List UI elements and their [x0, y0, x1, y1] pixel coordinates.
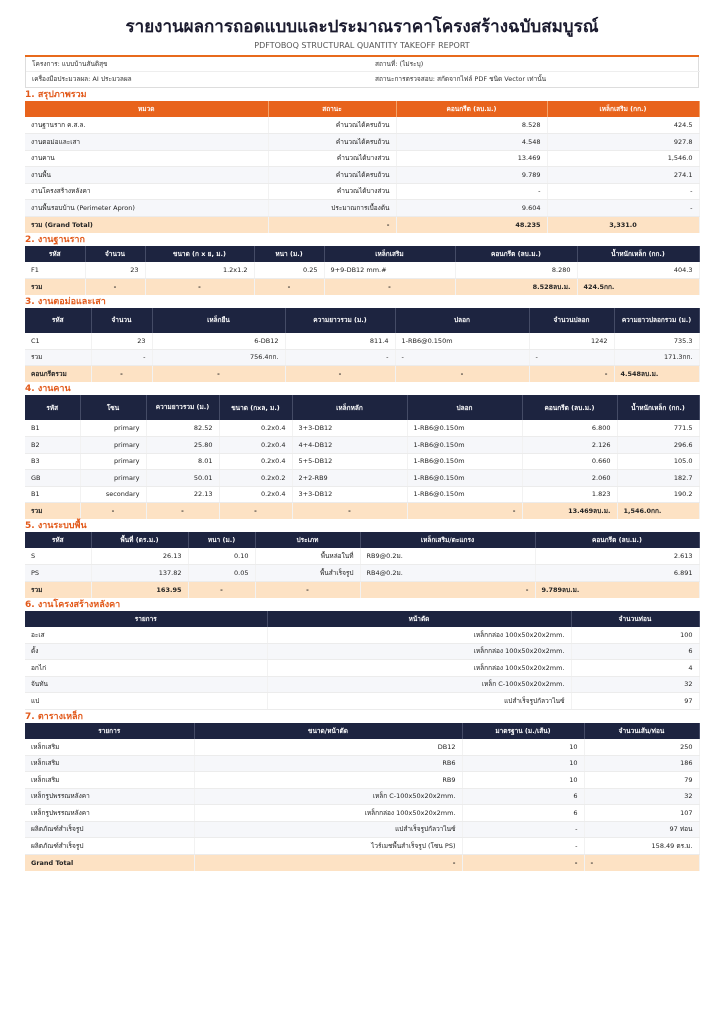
table-cell: พื้นหล่อในที่ — [255, 548, 360, 565]
table-cell: 3+3-DB12 — [292, 420, 407, 437]
table-row — [25, 200, 699, 217]
table-cell: 0.660 — [522, 453, 617, 470]
table-cell: 10 — [462, 755, 584, 772]
table-cell: งานโครงสร้างหลังคา — [25, 183, 268, 200]
col-header: รายการ — [25, 611, 267, 627]
table-row — [25, 420, 699, 437]
table-cell: 6.891 — [535, 565, 699, 582]
table-row — [25, 453, 699, 470]
table-cell: 2.126 — [522, 437, 617, 454]
table-row — [25, 183, 699, 200]
col-header: ความยาวรวม (ม.) — [285, 308, 395, 333]
table-cell: 97 — [571, 693, 699, 710]
table-cell: 927.8 — [547, 134, 699, 151]
table-cell: คำนวณได้ครบถ้วน — [268, 167, 396, 184]
column-table — [25, 308, 700, 383]
table-cell: เหล็กกล่อง 100x50x20x2mm. — [267, 627, 571, 644]
col-header: รายการ — [25, 723, 194, 739]
table-cell: 274.1 — [547, 167, 699, 184]
col-header: จำนวนท่อน — [571, 611, 699, 627]
table-cell: 48.235 — [396, 216, 547, 233]
table-cell: DB12 — [194, 739, 462, 756]
table-cell: - — [285, 366, 395, 383]
table-cell: 3+3-DB12 — [292, 486, 407, 503]
total-row — [25, 366, 699, 383]
table-cell: - — [360, 581, 535, 598]
table-cell: 735.3 — [614, 333, 699, 350]
table-cell: 1.823 — [522, 486, 617, 503]
col-header: ความยาวรวม (ม.) — [146, 395, 219, 420]
table-cell: รวม (Grand Total) — [25, 216, 268, 233]
col-header: จำนวน — [85, 246, 145, 262]
table-cell: - — [547, 200, 699, 217]
table-cell: 4.548ลบ.ม. — [614, 366, 699, 383]
col-header: หมวด — [25, 101, 268, 117]
table-row — [25, 772, 699, 789]
table-cell: คำนวณได้บางส่วน — [268, 183, 396, 200]
table-cell: 25.80 — [146, 437, 219, 454]
table-cell: - — [395, 349, 529, 366]
table-cell: คำนวณได้บางส่วน — [268, 150, 396, 167]
report-title: รายงานผลการถอดแบบและประมาณราคาโครงสร้างฉบับสมบูรณ์ — [125, 17, 599, 37]
table-row — [25, 134, 699, 151]
project-info — [25, 57, 699, 88]
table-cell: คอนกรีตรวม — [25, 366, 91, 383]
table-row — [25, 333, 699, 350]
section-roof-title: 6. งานโครงสร้างหลังคา — [25, 599, 121, 610]
table-cell: 0.10 — [188, 548, 255, 565]
table-cell: - — [529, 349, 614, 366]
col-header: รหัส — [25, 246, 85, 262]
table-cell: - — [292, 503, 407, 520]
table-cell: 6.800 — [522, 420, 617, 437]
table-cell: รวม — [25, 278, 85, 295]
table-cell: จันทัน — [25, 676, 267, 693]
table-cell: 105.0 — [617, 453, 699, 470]
table-cell: เหล็กเสริม — [25, 772, 194, 789]
section-summary-title: 1. สรุปภาพรวม — [25, 90, 87, 100]
table-cell: - — [254, 278, 324, 295]
table-cell: primary — [80, 453, 146, 470]
table-cell: - — [285, 349, 395, 366]
processing-tool: เครื่องมือประมวลผล: AI ประมวลผล — [32, 75, 132, 83]
table-cell: - — [219, 503, 292, 520]
table-cell: 6 — [462, 805, 584, 822]
col-header: จำนวนเส้น/ท่อน — [584, 723, 699, 739]
col-header: รหัส — [25, 308, 91, 333]
table-cell: 4.548 — [396, 134, 547, 151]
section-column-title: 3. งานตอม่อและเสา — [25, 296, 106, 307]
table-cell: 9.789ลบ.ม. — [535, 581, 699, 598]
table-cell: 0.05 — [188, 565, 255, 582]
roof-table — [25, 611, 700, 710]
table-cell: primary — [80, 470, 146, 487]
section-beam-title: 4. งานคาน — [25, 384, 71, 394]
report-subtitle: PDFTOBOQ STRUCTURAL QUANTITY TAKEOFF REPORT — [254, 41, 470, 50]
table-cell: 1,546.0กก. — [617, 503, 699, 520]
table-cell: primary — [80, 437, 146, 454]
table-cell: GB — [25, 470, 80, 487]
beam-table — [25, 395, 700, 519]
table-cell: 0.2x0.4 — [219, 486, 292, 503]
table-cell: 0.2x0.4 — [219, 453, 292, 470]
table-cell: 771.5 — [617, 420, 699, 437]
table-cell: 2.613 — [535, 548, 699, 565]
col-header: ปลอก — [395, 308, 529, 333]
table-cell: 8.280 — [455, 262, 577, 279]
table-cell: เหล็กกล่อง 100x50x20x2mm. — [267, 643, 571, 660]
table-cell: 163.95 — [91, 581, 188, 598]
table-cell: งานคาน — [25, 150, 268, 167]
steel-table — [25, 723, 700, 871]
table-cell: 1-RB6@0.150m — [407, 486, 522, 503]
table-cell: 424.5กก. — [577, 278, 699, 295]
table-cell: รวม — [25, 503, 80, 520]
col-header: ขนาด (ก x ย, ม.) — [145, 246, 254, 262]
col-header: โซน — [80, 395, 146, 420]
table-row — [25, 470, 699, 487]
table-row — [25, 838, 699, 855]
table-row — [25, 643, 699, 660]
slab-table — [25, 532, 700, 598]
table-cell: - — [462, 854, 584, 871]
table-cell: เหล็กรูปพรรณหลังคา — [25, 788, 194, 805]
table-row — [25, 788, 699, 805]
report-page — [25, 0, 699, 871]
table-cell: รวม — [25, 581, 91, 598]
col-header: พื้นที่ (ตร.ม.) — [91, 532, 188, 548]
table-cell: 296.6 — [617, 437, 699, 454]
table-cell: 8.01 — [146, 453, 219, 470]
table-cell: เหล็กเสริม — [25, 755, 194, 772]
table-cell: Grand Total — [25, 854, 194, 871]
table-cell: F1 — [25, 262, 85, 279]
table-row — [25, 660, 699, 677]
col-header: จำนวนปลอก — [529, 308, 614, 333]
col-header: มาตรฐาน (ม./เส้น) — [462, 723, 584, 739]
summary-table — [25, 101, 700, 233]
table-cell: - — [145, 278, 254, 295]
table-row — [25, 437, 699, 454]
table-cell: พื้นสำเร็จรูป — [255, 565, 360, 582]
table-cell: ผลิตภัณฑ์สำเร็จรูป — [25, 838, 194, 855]
table-cell: 32 — [584, 788, 699, 805]
col-header: จำนวน — [91, 308, 152, 333]
table-cell: RB9 — [194, 772, 462, 789]
table-row — [25, 805, 699, 822]
col-header: น้ำหนักเหล็ก (กก.) — [577, 246, 699, 262]
table-cell: 404.3 — [577, 262, 699, 279]
project-name: โครงการ: แบบบ้านสันติสุข — [26, 57, 369, 72]
table-cell: งานพื้นรอบบ้าน (Perimeter Apron) — [25, 200, 268, 217]
table-cell: - — [462, 821, 584, 838]
table-cell: 9.789 — [396, 167, 547, 184]
table-cell: 9+9-DB12 mm.# — [324, 262, 455, 279]
table-cell: 107 — [584, 805, 699, 822]
table-cell: 8.528 — [396, 117, 547, 134]
table-cell: เหล็ก C-100x50x20x2mm. — [267, 676, 571, 693]
table-cell: 13.469ลบ.ม. — [522, 503, 617, 520]
table-cell: 250 — [584, 739, 699, 756]
table-cell: 137.82 — [91, 565, 188, 582]
table-cell: แป — [25, 693, 267, 710]
table-cell: - — [80, 503, 146, 520]
table-cell: 182.7 — [617, 470, 699, 487]
col-header: สถานะ — [268, 101, 396, 117]
section-slab-title: 5. งานระบบพื้น — [25, 521, 87, 531]
table-cell: งานฐานราก ค.ส.ล. — [25, 117, 268, 134]
table-cell: primary — [80, 420, 146, 437]
table-cell: 4 — [571, 660, 699, 677]
table-cell: - — [255, 581, 360, 598]
table-cell: 3,331.0 — [547, 216, 699, 233]
col-header: คอนกรีต (ลบ.ม.) — [522, 395, 617, 420]
table-cell: 100 — [571, 627, 699, 644]
col-header: คอนกรีต (ลบ.ม.) — [455, 246, 577, 262]
table-row — [25, 755, 699, 772]
table-cell: 26.13 — [91, 548, 188, 565]
table-cell: 13.469 — [396, 150, 547, 167]
table-cell: 23 — [85, 262, 145, 279]
verification-status: สถานะการตรวจสอบ: สกัดจากไฟล์ PDF ชนิด Vector เท่านั้น — [375, 75, 547, 83]
table-cell: B3 — [25, 453, 80, 470]
table-cell: 2+2-RB9 — [292, 470, 407, 487]
table-cell: 8.528ลบ.ม. — [455, 278, 577, 295]
table-cell: คำนวณได้ครบถ้วน — [268, 134, 396, 151]
table-cell: 6-DB12 — [152, 333, 285, 350]
col-header: ขนาด/หน้าตัด — [194, 723, 462, 739]
col-header: เหล็กเสริม — [324, 246, 455, 262]
table-cell: เหล็กรูปพรรณหลังคา — [25, 805, 194, 822]
table-cell: - — [146, 503, 219, 520]
table-cell: เหล็กเสริม — [25, 739, 194, 756]
table-cell: - — [91, 366, 152, 383]
col-header: หนา (ม.) — [188, 532, 255, 548]
table-cell: - — [91, 349, 152, 366]
table-row — [25, 150, 699, 167]
col-header: คอนกรีต (ลบ.ม.) — [535, 532, 699, 548]
total-row — [25, 503, 699, 520]
col-header: ประเภท — [255, 532, 360, 548]
table-cell: คำนวณได้ครบถ้วน — [268, 117, 396, 134]
table-cell: อกไก่ — [25, 660, 267, 677]
col-header: เหล็กเสริม/ตะแกรง — [360, 532, 535, 548]
table-row — [25, 627, 699, 644]
table-cell: 1-RB6@0.150m — [407, 470, 522, 487]
table-cell: 0.2x0.4 — [219, 437, 292, 454]
table-cell: 22.13 — [146, 486, 219, 503]
table-cell: RB6 — [194, 755, 462, 772]
table-cell: 10 — [462, 772, 584, 789]
table-cell: 9.604 — [396, 200, 547, 217]
table-cell: เหล็ก C-100x50x20x2mm. — [194, 788, 462, 805]
table-cell: RB9@0.2ม. — [360, 548, 535, 565]
table-cell: - — [462, 838, 584, 855]
table-cell: แปสำเร็จรูปกัลวาไนซ์ — [267, 693, 571, 710]
table-row — [25, 565, 699, 582]
table-cell: งานตอม่อและเสา — [25, 134, 268, 151]
table-cell: รวม — [25, 349, 91, 366]
table-cell: 811.4 — [285, 333, 395, 350]
table-cell: secondary — [80, 486, 146, 503]
col-header: ความยาวปลอกรวม (ม.) — [614, 308, 699, 333]
table-cell: PS — [25, 565, 91, 582]
total-row — [25, 854, 699, 871]
table-cell: ผลิตภัณฑ์สำเร็จรูป — [25, 821, 194, 838]
table-cell: - — [407, 503, 522, 520]
table-cell: 1-RB6@0.150m — [407, 437, 522, 454]
col-header: หนา (ม.) — [254, 246, 324, 262]
table-cell: - — [268, 216, 396, 233]
table-cell: 50.01 — [146, 470, 219, 487]
table-cell: 82.52 — [146, 420, 219, 437]
table-cell: B2 — [25, 437, 80, 454]
table-row — [25, 486, 699, 503]
col-header: รหัส — [25, 532, 91, 548]
table-cell: 2.060 — [522, 470, 617, 487]
table-cell: B1 — [25, 420, 80, 437]
col-header: เหล็กเสริม (กก.) — [547, 101, 699, 117]
col-header: หน้าตัด — [267, 611, 571, 627]
table-cell: - — [547, 183, 699, 200]
table-cell: 1242 — [529, 333, 614, 350]
table-cell: งานพื้น — [25, 167, 268, 184]
table-cell: 5+5-DB12 — [292, 453, 407, 470]
table-cell: ประมาณการเบื้องต้น — [268, 200, 396, 217]
table-cell: 32 — [571, 676, 699, 693]
table-cell: 23 — [91, 333, 152, 350]
table-cell: 756.4กก. — [152, 349, 285, 366]
table-row — [25, 167, 699, 184]
table-cell: - — [324, 278, 455, 295]
col-header: รหัส — [25, 395, 80, 420]
table-cell: 6 — [462, 788, 584, 805]
table-cell: S — [25, 548, 91, 565]
table-cell: - — [529, 366, 614, 383]
table-row — [25, 821, 699, 838]
table-row — [25, 349, 699, 366]
col-header: ขนาด (กxล, ม.) — [219, 395, 292, 420]
project-location: สถานที่: (ไม่ระบุ) — [369, 57, 700, 72]
total-row — [25, 216, 699, 233]
table-cell: - — [194, 854, 462, 871]
table-cell: - — [396, 183, 547, 200]
table-row — [25, 117, 699, 134]
table-cell: 171.3กก. — [614, 349, 699, 366]
total-row — [25, 581, 699, 598]
col-header: คอนกรีต (ลบ.ม.) — [396, 101, 547, 117]
table-cell: - — [85, 278, 145, 295]
table-row — [25, 548, 699, 565]
col-header: น้ำหนักเหล็ก (กก.) — [617, 395, 699, 420]
table-cell: อะเส — [25, 627, 267, 644]
table-cell: 0.2x0.2 — [219, 470, 292, 487]
table-cell: - — [188, 581, 255, 598]
table-cell: RB4@0.2ม. — [360, 565, 535, 582]
table-cell: 158.49 ตร.ม. — [584, 838, 699, 855]
table-row — [25, 676, 699, 693]
table-cell: 1-RB6@0.150m — [395, 333, 529, 350]
table-cell: 79 — [584, 772, 699, 789]
table-cell: ดั้ง — [25, 643, 267, 660]
table-cell: เหล็กกล่อง 100x50x20x2mm. — [194, 805, 462, 822]
table-cell: 424.5 — [547, 117, 699, 134]
table-row — [25, 739, 699, 756]
col-header: ปลอก — [407, 395, 522, 420]
table-cell: - — [395, 366, 529, 383]
table-cell: 97 ท่อน — [584, 821, 699, 838]
table-cell: ไวร์เมชพื้นสำเร็จรูป (โซน PS) — [194, 838, 462, 855]
table-cell: - — [584, 854, 699, 871]
table-cell: 1-RB6@0.150m — [407, 453, 522, 470]
table-row — [25, 262, 699, 279]
table-cell: 10 — [462, 739, 584, 756]
table-cell: 186 — [584, 755, 699, 772]
table-cell: 1-RB6@0.150m — [407, 420, 522, 437]
table-cell: B1 — [25, 486, 80, 503]
table-row — [25, 693, 699, 710]
col-header: เหล็กหลัก — [292, 395, 407, 420]
footing-table — [25, 246, 700, 295]
section-steel-title: 7. ตารางเหล็ก — [25, 711, 83, 722]
total-row — [25, 278, 699, 295]
table-cell: 1,546.0 — [547, 150, 699, 167]
table-cell: 4+4-DB12 — [292, 437, 407, 454]
section-footing-title: 2. งานฐานราก — [25, 234, 85, 245]
table-cell: แปสำเร็จรูปกัลวาไนซ์ — [194, 821, 462, 838]
col-header: เหล็กยืน — [152, 308, 285, 333]
table-cell: 190.2 — [617, 486, 699, 503]
table-cell: 1.2x1.2 — [145, 262, 254, 279]
table-cell: เหล็กกล่อง 100x50x20x2mm. — [267, 660, 571, 677]
table-cell: C1 — [25, 333, 91, 350]
table-cell: - — [152, 366, 285, 383]
table-cell: 6 — [571, 643, 699, 660]
table-cell: 0.2x0.4 — [219, 420, 292, 437]
table-cell: 0.25 — [254, 262, 324, 279]
